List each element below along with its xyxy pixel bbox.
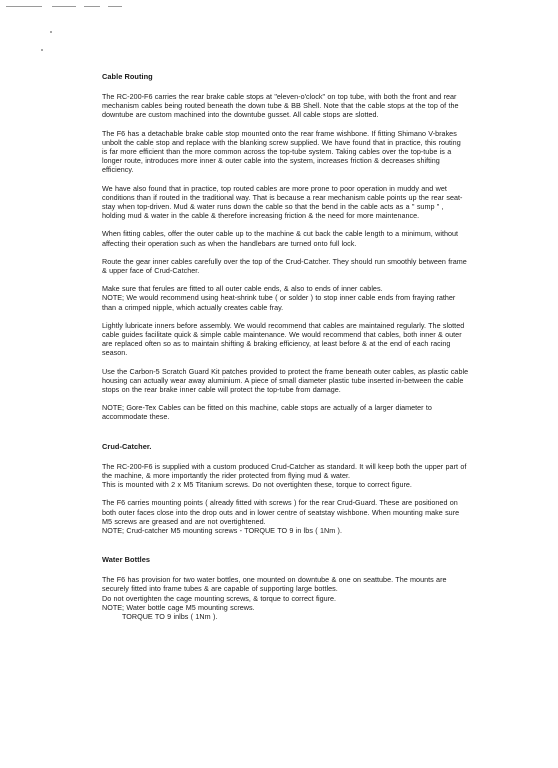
scan-artifact-line: [108, 6, 122, 7]
section-heading: Water Bottles: [102, 555, 151, 565]
paragraph: [102, 321, 522, 358]
text-line: Lightly lubricate inners before assembly. We would recommend that cables are maintained regularly. The slotted: [102, 320, 465, 330]
text-line: downtube are custom machined into the downtube gusset. All cable stops are slotted.: [102, 110, 379, 120]
scan-artifact-line: [6, 6, 42, 7]
text-line: NOTE; Water bottle cage M5 mounting screws.: [102, 602, 255, 612]
text-line: housing can actually wear away aluminium. A piece of small diameter plastic tube inserted in-between the cable: [102, 375, 464, 385]
text-line: M5 screws are greased and are not overtightened.: [102, 516, 266, 526]
paragraph: [102, 403, 522, 421]
text-line: Make sure that ferules are fitted to all outer cable ends, & also to ends of inner cables.: [102, 284, 383, 294]
text-line: efficiency.: [102, 165, 134, 175]
paragraph: [102, 498, 522, 535]
text-line: unbolt the cable stop and replace with the blanking screw supplied. We have found that in practice, this routing: [102, 137, 461, 147]
text-line: mechanism cables being routed beneath the down tube & BB Shell. Note that the cable stops at the top of the: [102, 101, 459, 111]
text-line: stay when top-driven. Mud & water runs down the cable so that the bend in the cable acts as a " sump " ,: [102, 202, 444, 212]
text-line: stops on the rear brake inner cable will protect the top-tube from damage.: [102, 385, 341, 395]
paragraph: [102, 229, 522, 247]
text-line: & upper face of Crud-Catcher.: [102, 266, 200, 276]
text-line: Do not overtighten the cage mounting screws, & torque to correct figure.: [102, 593, 337, 603]
section-heading: Cable Routing: [102, 72, 153, 81]
text-line: season.: [102, 348, 128, 358]
paragraph: [102, 257, 522, 275]
text-line: The F6 has provision for two water bottles, one mounted on downtube & one on seattube. The mounts are: [102, 575, 447, 585]
section-heading: Crud-Catcher.: [102, 441, 152, 451]
section-crud-catcher: [102, 442, 522, 535]
scan-artifact-dot: [41, 49, 43, 51]
paragraph: [102, 462, 522, 490]
text-line: the machine, & more importantly the rider protected from flying mud & water.: [102, 470, 351, 480]
text-line: are replaced often so as to maintain shifting & braking efficiency, at least before & at the end of each racing: [102, 339, 451, 349]
text-line: This is mounted with 2 x M5 Titanium screws. Do not overtighten these, torque to correct figure.: [102, 480, 412, 490]
paragraph: [102, 575, 522, 621]
text-line: When fitting cables, offer the outer cable up to the machine & cut back the cable length to a minimum, without: [102, 229, 459, 239]
paragraph: [102, 92, 522, 120]
text-line: The F6 has a detachable brake cable stop mounted onto the rear frame wishbone. If fitting Shimano V-brakes: [102, 128, 457, 138]
scan-artifact-line: [84, 6, 100, 7]
text-line: holding mud & water in the cable & therefore increasing friction & the need for more maintenance.: [102, 211, 420, 221]
text-line: than a crimped nipple, which actually creates cable fray.: [102, 302, 284, 312]
text-line: accommodate these.: [102, 412, 170, 422]
text-line: The F6 carries mounting points ( already fitted with screws ) for the rear Crud-Guard. These are positioned on: [102, 498, 458, 508]
paragraph: [102, 367, 522, 395]
text-line: conditions than if routed in the traditional way. That is because a rear mechanism cable points up the rear seat-: [102, 192, 463, 202]
paragraph: [102, 129, 522, 175]
text-line: NOTE; Crud-catcher M5 mounting screws - TORQUE TO 9 in lbs ( 1Nm ).: [102, 525, 342, 535]
torque-specification: TORQUE TO 9 inlbs ( 1Nm ).: [122, 611, 218, 621]
text-line: affecting their operation such as when the handlebars are turned onto full lock.: [102, 238, 357, 248]
text-line: is far more efficient than the more common across the top-tube system. Taking cables over the top-tube is a: [102, 147, 452, 157]
scan-artifact-dot: [50, 31, 52, 33]
section-water-bottles: [102, 555, 522, 621]
paragraph: [102, 284, 522, 312]
text-line: securely fitted into frame tubes & are capable of supporting large bottles.: [102, 584, 338, 594]
text-line: We have also found that in practice, top routed cables are more prone to poor operation in muddy and wet: [102, 183, 447, 193]
paragraph: [102, 184, 522, 221]
document-body: [102, 72, 522, 621]
text-line: NOTE; We would recommend using heat-shrink tube ( or solder ) to stop inner cable ends from fraying rather: [102, 293, 456, 303]
text-line: The RC-200-F6 carries the rear brake cable stops at "eleven-o'clock" on top tube, with both the front and rear: [102, 92, 457, 101]
section-cable-routing: [102, 72, 522, 422]
text-line: The RC-200-F6 is supplied with a custom produced Crud-Catcher as standard. It will keep both the upper part of: [102, 461, 467, 471]
text-line: NOTE; Gore-Tex Cables can be fitted on this machine, cable stops are actually of a larger diameter to: [102, 403, 432, 413]
text-line: Use the Carbon-5 Scratch Guard Kit patches provided to protect the frame beneath outer cables, as plastic cable: [102, 366, 469, 376]
text-line: longer route, introduces more inner & outer cable into the system, increases friction & decreases shifting: [102, 156, 440, 166]
text-line: both outer faces close into the drop outs and in lower centre of seatstay wishbone. When mounting make sure: [102, 507, 460, 517]
text-line: Route the gear inner cables carefully over the top of the Crud-Catcher. They should run smoothly between frame: [102, 256, 467, 266]
text-line: cable guides facilitate quick & simple cable maintenance. We would recommend that cables, both inner & outer: [102, 330, 462, 340]
scan-artifact-line: [52, 6, 76, 7]
